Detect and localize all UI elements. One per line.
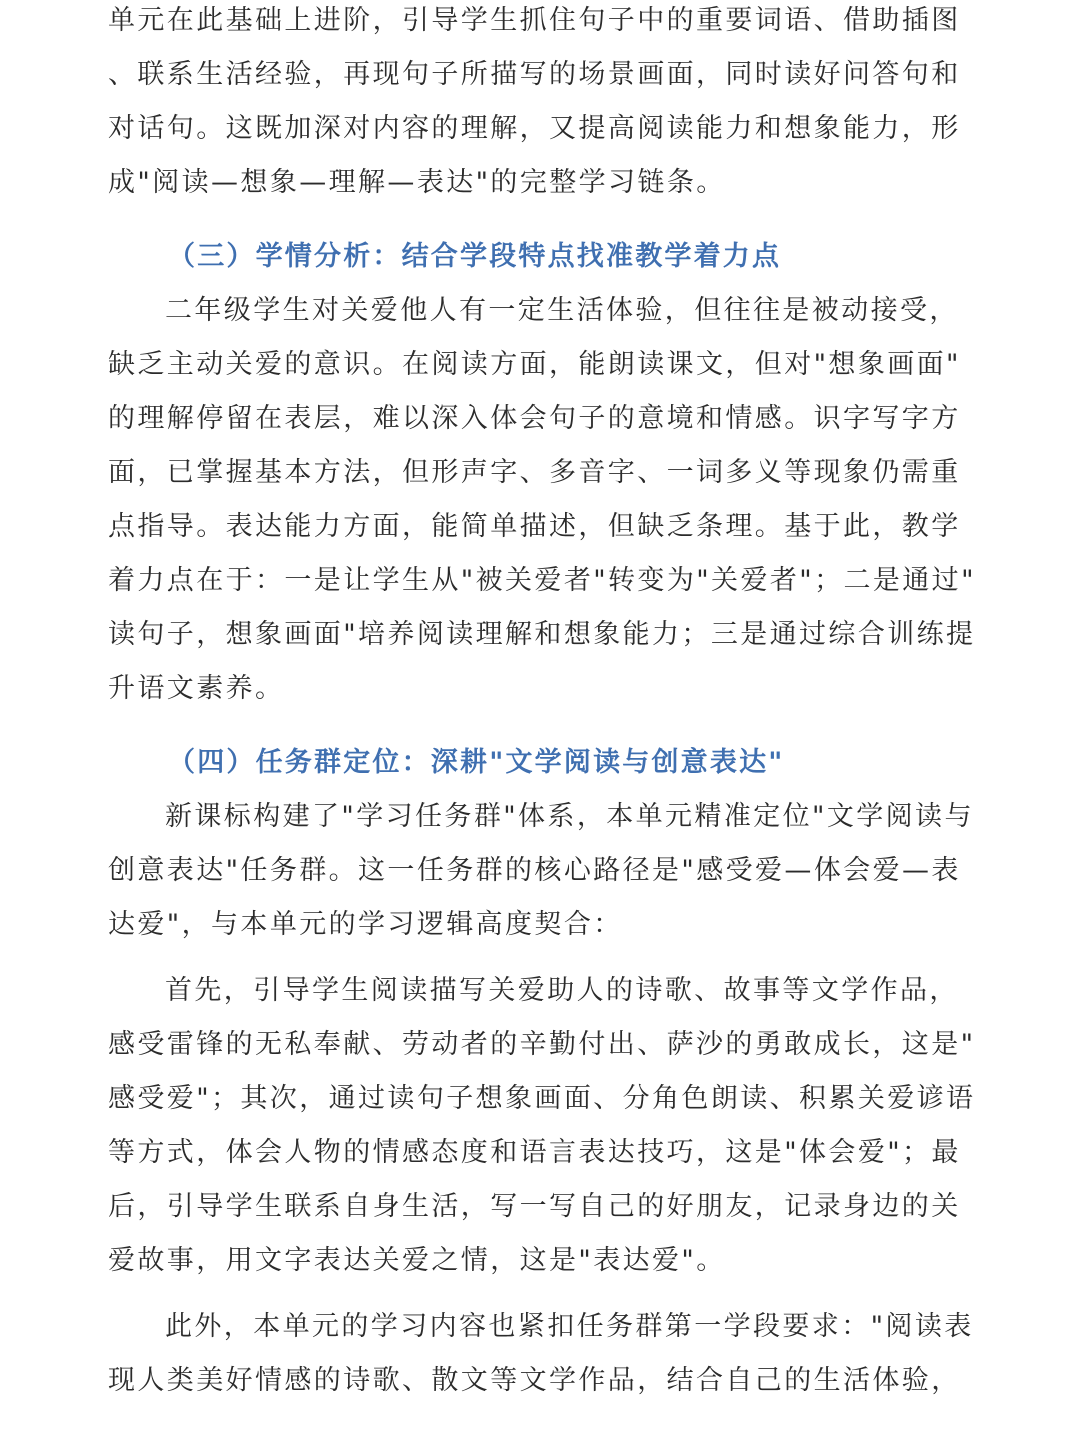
text-line: 面，已掌握基本方法，但形声字、多音字、一词多义等现象仍需重	[108, 457, 961, 488]
text-line: 二年级学生对关爱他人有一定生活体验，但往往是被动接受，	[165, 295, 959, 326]
text-line: 爱故事，用文字表达关爱之情，这是"表达爱"。	[108, 1245, 726, 1276]
paragraph-4	[108, 964, 976, 1288]
text-line: 、联系生活经验，再现句子所描写的场景画面，同时读好问答句和	[108, 59, 961, 90]
section-heading-4: （四）任务群定位：深耕"文学阅读与创意表达"	[168, 747, 785, 778]
text-line: 对话句。这既加深对内容的理解，又提高阅读能力和想象能力，形	[108, 113, 961, 144]
text-line: 现人类美好情感的诗歌、散文等文学作品，结合自己的生活体验，	[108, 1365, 961, 1396]
text-line: 感受爱"；其次，通过读句子想象画面、分角色朗读、积累关爱谚语	[108, 1083, 976, 1114]
section-heading-3: （三）学情分析：结合学段特点找准教学着力点	[168, 241, 782, 272]
text-line: 后，引导学生联系自身生活，写一写自己的好朋友，记录身边的关	[108, 1191, 961, 1222]
text-line: 感受雷锋的无私奉献、劳动者的辛勤付出、萨沙的勇敢成长，这是"	[108, 1029, 976, 1060]
text-line: 点指导。表达能力方面，能简单描述，但缺乏条理。基于此，教学	[108, 511, 961, 542]
paragraph-1	[108, 0, 968, 210]
text-line: 升语文素养。	[108, 673, 285, 704]
text-line: 的理解停留在表层，难以深入体会句子的意境和情感。识字写字方	[108, 403, 961, 434]
text-line: 创意表达"任务群。这一任务群的核心路径是"感受爱—体会爱—表	[108, 855, 961, 886]
text-line: 读句子，想象画面"培养阅读理解和想象能力；三是通过综合训练提	[108, 619, 976, 650]
text-line: 达爱"，与本单元的学习逻辑高度契合：	[108, 909, 623, 940]
text-line: 等方式，体会人物的情感态度和语言表达技巧，这是"体会爱"；最	[108, 1137, 961, 1168]
text-line: 首先，引导学生阅读描写关爱助人的诗歌、故事等文学作品，	[165, 975, 959, 1006]
text-line: 着力点在于：一是让学生从"被关爱者"转变为"关爱者"；二是通过"	[108, 565, 976, 596]
text-line: 此外，本单元的学习内容也紧扣任务群第一学段要求："阅读表	[165, 1311, 974, 1342]
text-line: 单元在此基础上进阶，引导学生抓住句子中的重要词语、借助插图	[108, 5, 961, 36]
paragraph-5	[108, 1300, 974, 1408]
paragraph-3	[108, 790, 974, 952]
text-line: 成"阅读—想象—理解—表达"的完整学习链条。	[108, 167, 726, 198]
text-line: 新课标构建了"学习任务群"体系，本单元精准定位"文学阅读与	[165, 801, 974, 832]
text-line: 缺乏主动关爱的意识。在阅读方面，能朗读课文，但对"想象画面"	[108, 349, 961, 380]
paragraph-2	[108, 284, 976, 716]
